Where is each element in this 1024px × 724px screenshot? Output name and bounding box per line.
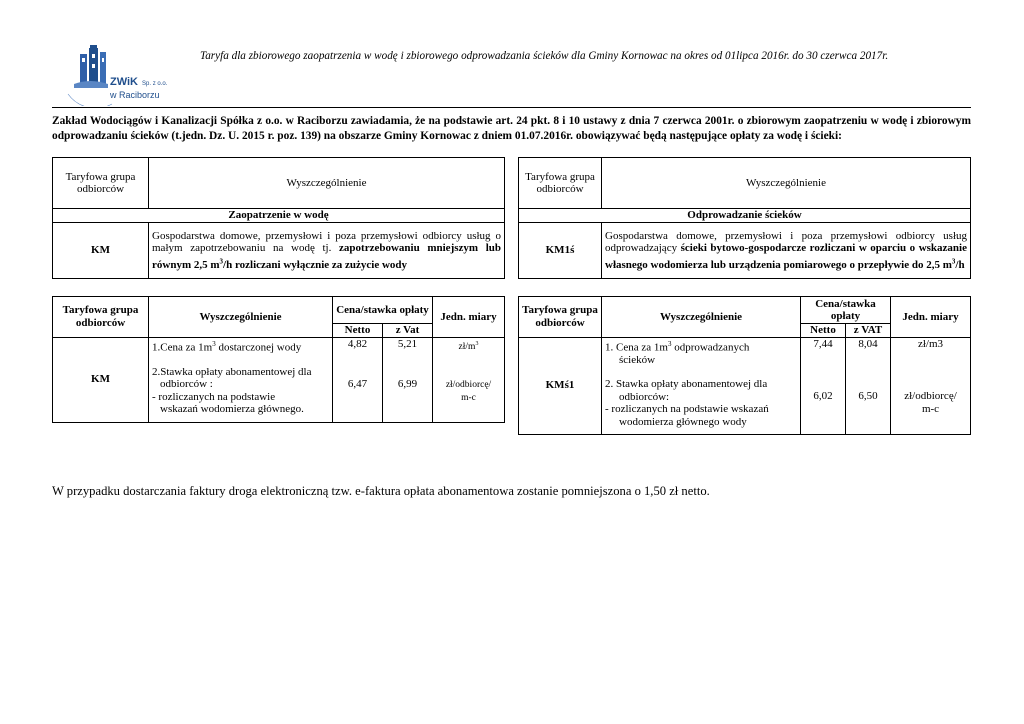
group-code: KM1ś: [519, 223, 602, 279]
unit-values: zł/m3 zł/odbiorcę/ m-c: [891, 337, 971, 434]
col-header-group: Taryfowa grupa odbiorców: [519, 158, 602, 209]
price-items: [602, 337, 801, 434]
col-header-desc: Wyszczególnienie: [602, 158, 971, 209]
item2-line1: 2.Stawka opłaty abonamentowej dla: [152, 365, 312, 378]
item2-line4: wskazań wodomierza głównego.: [160, 403, 304, 416]
item2-line2: odbiorców :: [160, 378, 213, 391]
item1-label: 1.Cena za $1m^3$ dostarczonej wody: [152, 339, 302, 354]
item2-line1: 2. Stawka opłaty abonamentowej dla: [605, 378, 768, 391]
col-header-desc: Wyszczególnienie: [149, 297, 333, 338]
col-header-price: Cena/stawka opłaty: [333, 297, 433, 324]
col-header-desc: Wyszczególnienie: [149, 158, 505, 209]
net-values: 4,82 6,47: [333, 337, 383, 422]
group-code: KM: [53, 223, 149, 279]
logo-wordmark: [110, 76, 167, 100]
water-prices-table: [52, 296, 505, 423]
logo-city: w Raciborzu: [110, 90, 160, 100]
header-divider: [52, 107, 971, 108]
sewage-prices-table: [518, 296, 971, 435]
net-values: 7,44 6,02: [801, 337, 846, 434]
item1-line2: ścieków: [619, 353, 656, 366]
intro-paragraph: Zakład Wodociągów i Kanalizacji Spółka z o.o. w Raciborzu zawiadamia, że na podstawie art. 24 pkt. 8 i 10 ustawy z dnia 7 czerwca 2001r. o zbiorowym zaopatrzeniu w wodę i zbiorowym odprowadzaniu ścieków (t.jedn. Dz. U. 2015 r. poz. 139) na obszarze Gminy Kornowac z dniem 01.07.2016r. obowiązywać będą następujące opłaty za wodę i ścieki:: [52, 115, 971, 142]
col-header-desc: Wyszczególnienie: [602, 297, 801, 338]
item1-label: 1. Cena za $1m^3$ odprowadzanych: [605, 339, 750, 354]
col-header-group: Taryfowa grupa odbiorców: [519, 297, 602, 338]
col-header-vat: z VAT: [846, 324, 891, 338]
price-items: [149, 337, 333, 422]
col-header-unit: Jedn. miary: [433, 297, 505, 338]
item2-line4: wodomierza głównego wody: [619, 415, 747, 428]
vat-values: 8,04 6,50: [846, 337, 891, 434]
sewage-groups-table: [518, 157, 971, 279]
col-header-group: Taryfowa grupa odbiorców: [53, 297, 149, 338]
logo-company-suffix: Sp. z o.o.: [142, 81, 168, 87]
tariff-header-note: Taryfa dla zbiorowego zaopatrzenia w wodę i zbiorowego odprowadzania ścieków dla Gminy Kornowac na okres od 01lipca 2016r. do 30 czerwca 2017r.: [200, 50, 889, 62]
group-code: KM: [53, 337, 149, 422]
item2-line3: - rozliczanych na podstawie: [152, 390, 276, 403]
logo-brand: ZWiK: [110, 76, 139, 88]
col-header-price: Cena/stawka opłaty: [801, 297, 891, 324]
col-header-vat: z Vat: [383, 324, 433, 338]
item2-line3: - rozliczanych na podstawie wskazań: [605, 403, 769, 416]
unit-values: $zł/m^3$ zł/odbiorcę/ m-c: [433, 337, 505, 422]
col-header-unit: Jedn. miary: [891, 297, 971, 338]
section-sewage-disposal: Odprowadzanie ścieków: [519, 209, 971, 223]
item2-line2: odbiorców:: [619, 390, 670, 403]
group-code: KMś1: [519, 337, 602, 434]
col-header-net: Netto: [801, 324, 846, 338]
group-description: Gospodarstwa domowe, przemysłowi i poza przemysłowi odbiorcy usług odprowadzający ścieki bytowo-gospodarcze rozliczani w oparciu o wskazanie własnego wodomierza lub urządzenia pomiarowego o przepływie do 2,5 $m^3/h$: [602, 223, 971, 279]
vat-values: 5,21 6,99: [383, 337, 433, 422]
section-water-supply: Zaopatrzenie w wodę: [53, 209, 505, 223]
col-header-net: Netto: [333, 324, 383, 338]
group-description: Gospodarstwa domowe, przemysłowi i poza przemysłowi odbiorcy usług o małym zapotrzebowaniu na wodę tj. zapotrzebowaniu mniejszym lub równym 2,5 $m^3/h$ rozliczani wyłącznie za zużycie wody: [149, 223, 505, 279]
e-invoice-note: W przypadku dostarczania faktury droga elektroniczną tzw. e-faktura opłata abonamentowa zostanie pomniejszona o 1,50 zł netto.: [52, 484, 710, 498]
water-groups-table: [52, 157, 505, 279]
col-header-group: Taryfowa grupa odbiorców: [53, 158, 149, 209]
